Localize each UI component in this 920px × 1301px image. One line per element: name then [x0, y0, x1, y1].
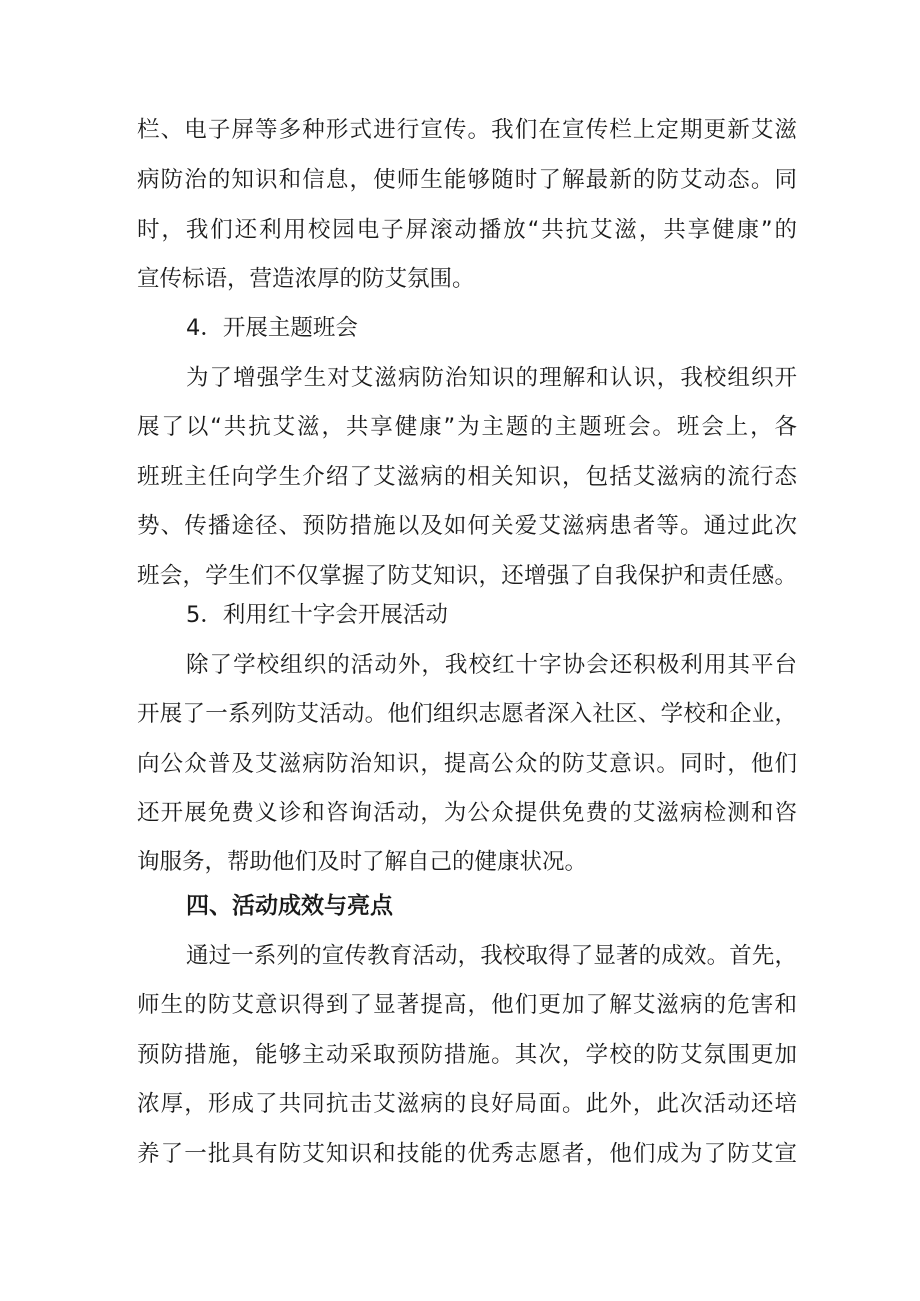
paragraph-line: 向公众普及艾滋病防治知识，提高公众的防艾意识。同时，他们: [137, 751, 797, 777]
paragraph-line: 开展了一系列防艾活动。他们组织志愿者深入社区、学校和企业，: [137, 701, 797, 727]
paragraph-line: 展了以“共抗艾滋，共享健康”为主题的主题班会。班会上，各: [137, 414, 797, 440]
chapter-heading: 四、活动成效与亮点: [186, 893, 393, 919]
paragraph-line: 宣传标语，营造浓厚的防艾氛围。: [137, 266, 475, 292]
paragraph-line: 为了增强学生对艾滋病防治知识的理解和认识，我校组织开: [186, 365, 797, 391]
paragraph-line: 通过一系列的宣传教育活动，我校取得了显著的成效。首先，: [186, 943, 797, 969]
paragraph-line: 病防治的知识和信息，使师生能够随时了解最新的防艾动态。同: [137, 167, 797, 193]
paragraph-line: 班班主任向学生介绍了艾滋病的相关知识，包括艾滋病的流行态: [137, 464, 797, 490]
paragraph-line: 师生的防艾意识得到了显著提高，他们更加了解艾滋病的危害和: [137, 992, 797, 1018]
paragraph-line: 势、传播途径、预防措施以及如何关爱艾滋病患者等。通过此次: [137, 513, 797, 539]
paragraph-line: 浓厚，形成了共同抗击艾滋病的良好局面。此外，此次活动还培: [137, 1091, 797, 1117]
paragraph-line: 栏、电子屏等多种形式进行宣传。我们在宣传栏上定期更新艾滋: [137, 117, 797, 143]
paragraph-line: 班会，学生们不仅掌握了防艾知识，还增强了自我保护和责任感。: [137, 563, 797, 589]
paragraph-line: 预防措施，能够主动采取预防措施。其次，学校的防艾氛围更加: [137, 1042, 797, 1068]
paragraph-line: 询服务，帮助他们及时了解自己的健康状况。: [137, 849, 588, 875]
paragraph-line: 还开展免费义诊和咨询活动，为公众提供免费的艾滋病检测和咨: [137, 800, 797, 826]
paragraph-line: 时，我们还利用校园电子屏滚动播放“共抗艾滋，共享健康”的: [137, 217, 797, 243]
paragraph-line: 除了学校组织的活动外，我校红十字协会还积极利用其平台: [186, 652, 797, 678]
section-heading-4: 4．开展主题班会: [186, 315, 358, 341]
paragraph-line: 养了一批具有防艾知识和技能的优秀志愿者，他们成为了防艾宣: [137, 1141, 797, 1167]
section-heading-5: 5．利用红十字会开展活动: [186, 602, 448, 628]
